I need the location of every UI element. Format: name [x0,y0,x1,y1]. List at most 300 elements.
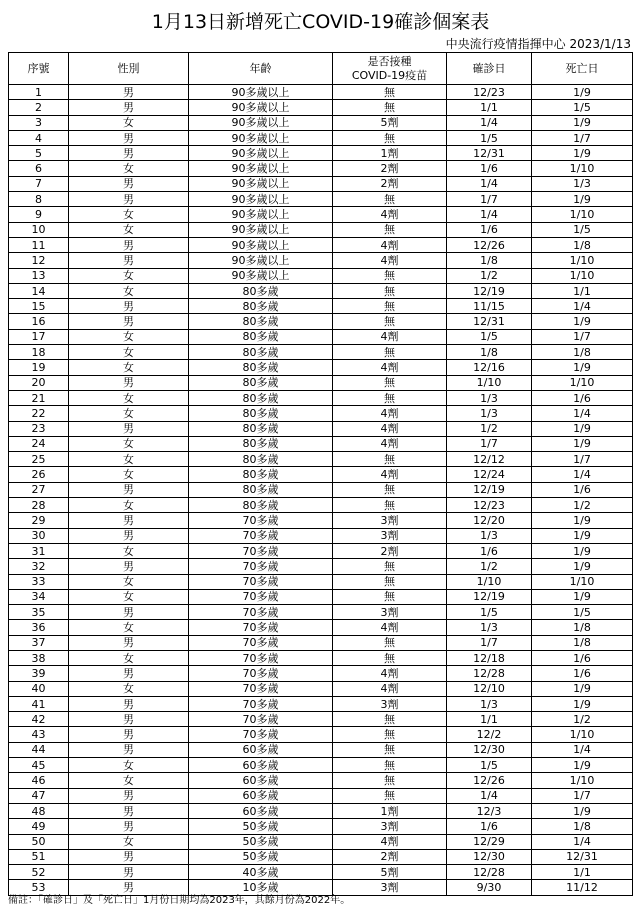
table-row [9,345,633,360]
cell-age: 80多歲 [189,360,333,375]
cell-age: 90多歲以上 [189,161,333,176]
cell-confirmed: 1/5 [447,130,532,145]
cell-sex: 男 [69,712,189,727]
cell-vaccine: 3劑 [333,819,447,834]
cell-death: 1/9 [532,681,633,696]
cell-confirmed: 12/19 [447,283,532,298]
cell-age: 70多歲 [189,727,333,742]
cell-confirmed: 12/12 [447,452,532,467]
source-date: 中央流行疫情指揮中心 2023/1/13 [445,37,631,51]
cell-sex: 男 [69,513,189,528]
cell-id: 12 [9,253,69,268]
cell-confirmed: 12/10 [447,681,532,696]
table-row [9,666,633,681]
cell-vaccine: 4劑 [333,666,447,681]
cell-death: 1/9 [532,360,633,375]
cell-confirmed: 1/2 [447,559,532,574]
cell-sex: 男 [69,880,189,895]
table-row [9,865,633,880]
table-row [9,375,633,390]
cell-sex: 女 [69,207,189,222]
cell-vaccine: 無 [333,222,447,237]
cell-vaccine: 無 [333,314,447,329]
cell-age: 80多歲 [189,390,333,405]
cell-vaccine: 無 [333,559,447,574]
cell-vaccine: 4劑 [333,329,447,344]
cell-death: 1/10 [532,375,633,390]
cell-id: 38 [9,650,69,665]
cell-vaccine: 無 [333,773,447,788]
cell-death: 1/9 [532,559,633,574]
table-row [9,329,633,344]
table-row [9,100,633,115]
cell-sex: 男 [69,100,189,115]
cell-age: 80多歲 [189,467,333,482]
cell-death: 1/4 [532,742,633,757]
cell-sex: 男 [69,421,189,436]
cell-age: 60多歲 [189,788,333,803]
cell-confirmed: 1/4 [447,207,532,222]
col-header-confirmed: 確診日 [447,53,532,85]
cell-vaccine: 2劑 [333,176,447,191]
table-row [9,192,633,207]
cell-sex: 女 [69,467,189,482]
cell-death: 1/10 [532,268,633,283]
col-header-age: 年齡 [189,53,333,85]
cell-death: 1/9 [532,146,633,161]
cell-sex: 女 [69,329,189,344]
cell-death: 1/7 [532,329,633,344]
cell-id: 44 [9,742,69,757]
cell-death: 1/4 [532,299,633,314]
cell-id: 9 [9,207,69,222]
cell-death: 1/6 [532,482,633,497]
cell-vaccine: 3劑 [333,696,447,711]
cell-vaccine: 4劑 [333,681,447,696]
cell-id: 47 [9,788,69,803]
footnote: 備註：「確診日」及「死亡日」1月份日期均為2023年，其餘月份為2022年。 [8,895,351,906]
table-row [9,130,633,145]
cell-age: 90多歲以上 [189,207,333,222]
cell-id: 20 [9,375,69,390]
cell-id: 3 [9,115,69,130]
cell-age: 90多歲以上 [189,115,333,130]
cell-vaccine: 無 [333,390,447,405]
cell-vaccine: 無 [333,130,447,145]
page-title: 1月13日新增死亡COVID-19確診個案表 [151,11,490,33]
cell-death: 1/10 [532,574,633,589]
cell-sex: 男 [69,375,189,390]
col-header-id: 序號 [9,53,69,85]
cell-id: 1 [9,85,69,100]
table-row [9,635,633,650]
cell-confirmed: 12/3 [447,803,532,818]
cell-id: 15 [9,299,69,314]
cell-death: 1/9 [532,758,633,773]
cell-confirmed: 1/7 [447,436,532,451]
cell-sex: 男 [69,788,189,803]
cell-death: 1/10 [532,207,633,222]
cell-death: 1/9 [532,421,633,436]
cell-sex: 男 [69,849,189,864]
cell-sex: 女 [69,452,189,467]
table-row [9,620,633,635]
table-body [9,85,633,896]
cell-id: 26 [9,467,69,482]
cell-age: 80多歲 [189,329,333,344]
cell-death: 1/7 [532,130,633,145]
cell-sex: 女 [69,589,189,604]
cell-sex: 女 [69,222,189,237]
table-row [9,85,633,100]
cell-age: 50多歲 [189,834,333,849]
cell-age: 80多歲 [189,452,333,467]
cell-vaccine: 4劑 [333,620,447,635]
cell-confirmed: 1/3 [447,406,532,421]
cell-id: 18 [9,345,69,360]
cell-vaccine: 2劑 [333,161,447,176]
cell-sex: 男 [69,742,189,757]
cell-confirmed: 12/20 [447,513,532,528]
table-row [9,528,633,543]
table-row [9,788,633,803]
cell-confirmed: 1/3 [447,390,532,405]
cell-death: 1/8 [532,819,633,834]
cell-vaccine: 5劑 [333,865,447,880]
table-row [9,849,633,864]
cell-age: 90多歲以上 [189,176,333,191]
table-row [9,880,633,895]
cell-age: 70多歲 [189,666,333,681]
cell-vaccine: 4劑 [333,834,447,849]
cell-age: 90多歲以上 [189,146,333,161]
cell-id: 11 [9,237,69,252]
cell-sex: 女 [69,543,189,558]
cell-sex: 女 [69,650,189,665]
cell-sex: 男 [69,146,189,161]
cell-id: 21 [9,390,69,405]
cell-confirmed: 1/7 [447,635,532,650]
cell-id: 31 [9,543,69,558]
cell-vaccine: 4劑 [333,436,447,451]
cell-death: 1/9 [532,589,633,604]
cell-vaccine: 4劑 [333,360,447,375]
cell-vaccine: 無 [333,650,447,665]
cell-death: 1/9 [532,314,633,329]
cell-death: 1/9 [532,115,633,130]
table-row [9,605,633,620]
cell-death: 1/5 [532,222,633,237]
cell-age: 70多歲 [189,696,333,711]
cell-id: 46 [9,773,69,788]
cell-id: 5 [9,146,69,161]
cell-sex: 女 [69,498,189,513]
cell-death: 12/31 [532,849,633,864]
cell-death: 1/3 [532,176,633,191]
cell-age: 80多歲 [189,345,333,360]
cell-age: 60多歲 [189,758,333,773]
cell-sex: 男 [69,819,189,834]
cell-age: 80多歲 [189,436,333,451]
cell-confirmed: 12/26 [447,773,532,788]
cell-vaccine: 4劑 [333,207,447,222]
cell-age: 90多歲以上 [189,268,333,283]
cell-confirmed: 12/23 [447,85,532,100]
cell-confirmed: 12/16 [447,360,532,375]
cell-death: 1/2 [532,498,633,513]
cell-vaccine: 3劑 [333,528,447,543]
cell-death: 1/10 [532,161,633,176]
cell-confirmed: 12/23 [447,498,532,513]
cell-death: 1/10 [532,773,633,788]
cell-confirmed: 12/2 [447,727,532,742]
cell-vaccine: 無 [333,375,447,390]
cell-death: 1/10 [532,727,633,742]
cell-id: 10 [9,222,69,237]
table-row [9,436,633,451]
cell-id: 8 [9,192,69,207]
cell-sex: 男 [69,528,189,543]
cell-vaccine: 3劑 [333,513,447,528]
cell-sex: 女 [69,360,189,375]
cell-age: 70多歲 [189,574,333,589]
cell-age: 60多歲 [189,742,333,757]
cell-confirmed: 12/28 [447,865,532,880]
table-row [9,727,633,742]
cell-death: 1/9 [532,85,633,100]
cell-age: 80多歲 [189,314,333,329]
cell-confirmed: 1/6 [447,819,532,834]
cell-death: 1/9 [532,436,633,451]
cell-death: 1/4 [532,834,633,849]
cell-id: 2 [9,100,69,115]
table-row [9,482,633,497]
cell-id: 49 [9,819,69,834]
table-row [9,283,633,298]
cell-death: 1/5 [532,100,633,115]
cell-age: 90多歲以上 [189,130,333,145]
table-row [9,712,633,727]
cell-confirmed: 12/29 [447,834,532,849]
cell-id: 53 [9,880,69,895]
table-row [9,146,633,161]
cell-death: 1/9 [532,696,633,711]
cell-death: 1/1 [532,283,633,298]
cell-vaccine: 4劑 [333,237,447,252]
cell-id: 50 [9,834,69,849]
cell-id: 29 [9,513,69,528]
cell-age: 70多歲 [189,620,333,635]
cell-confirmed: 1/1 [447,712,532,727]
cell-age: 70多歲 [189,589,333,604]
cell-vaccine: 無 [333,635,447,650]
cell-death: 11/12 [532,880,633,895]
cell-confirmed: 1/10 [447,574,532,589]
cell-confirmed: 9/30 [447,880,532,895]
cell-id: 17 [9,329,69,344]
cell-death: 1/8 [532,345,633,360]
cell-age: 70多歲 [189,528,333,543]
table-row [9,742,633,757]
cell-sex: 男 [69,803,189,818]
cell-confirmed: 12/19 [447,482,532,497]
cell-vaccine: 1劑 [333,146,447,161]
table-row [9,176,633,191]
cell-id: 34 [9,589,69,604]
table-row [9,559,633,574]
cell-confirmed: 1/4 [447,176,532,191]
table-row [9,589,633,604]
cell-vaccine: 4劑 [333,406,447,421]
cell-confirmed: 1/6 [447,543,532,558]
cell-vaccine: 4劑 [333,467,447,482]
cell-confirmed: 12/18 [447,650,532,665]
cell-death: 1/6 [532,650,633,665]
cell-death: 1/6 [532,390,633,405]
cell-sex: 男 [69,635,189,650]
table-row [9,253,633,268]
cell-confirmed: 12/19 [447,589,532,604]
table-row [9,543,633,558]
cell-age: 60多歲 [189,803,333,818]
cell-sex: 女 [69,161,189,176]
cell-confirmed: 1/8 [447,345,532,360]
table-row [9,758,633,773]
cell-sex: 女 [69,268,189,283]
cell-vaccine: 1劑 [333,803,447,818]
cell-vaccine: 無 [333,85,447,100]
cell-sex: 男 [69,865,189,880]
table-row [9,574,633,589]
cell-death: 1/8 [532,620,633,635]
cell-confirmed: 12/31 [447,314,532,329]
cell-confirmed: 1/10 [447,375,532,390]
cell-vaccine: 無 [333,100,447,115]
cell-confirmed: 1/3 [447,620,532,635]
cell-confirmed: 12/31 [447,146,532,161]
cell-confirmed: 1/1 [447,100,532,115]
cell-vaccine: 無 [333,452,447,467]
table-row [9,498,633,513]
cell-sex: 女 [69,681,189,696]
cell-vaccine: 無 [333,299,447,314]
cell-death: 1/9 [532,543,633,558]
cell-id: 41 [9,696,69,711]
cell-vaccine: 無 [333,268,447,283]
cell-sex: 男 [69,696,189,711]
cell-age: 70多歲 [189,543,333,558]
cell-vaccine: 無 [333,712,447,727]
cell-confirmed: 12/28 [447,666,532,681]
cell-age: 70多歲 [189,681,333,696]
cell-sex: 女 [69,283,189,298]
cell-sex: 男 [69,176,189,191]
case-table [8,52,633,896]
cell-sex: 男 [69,299,189,314]
cell-sex: 男 [69,253,189,268]
cell-confirmed: 12/30 [447,849,532,864]
cell-vaccine: 2劑 [333,849,447,864]
table-row [9,681,633,696]
cell-sex: 男 [69,192,189,207]
cell-vaccine: 無 [333,589,447,604]
table-row [9,696,633,711]
cell-id: 42 [9,712,69,727]
cell-death: 1/7 [532,452,633,467]
cell-death: 1/9 [532,192,633,207]
cell-id: 43 [9,727,69,742]
table-row [9,773,633,788]
table-row [9,650,633,665]
cell-confirmed: 1/7 [447,192,532,207]
cell-sex: 男 [69,237,189,252]
cell-age: 80多歲 [189,482,333,497]
cell-death: 1/4 [532,467,633,482]
cell-death: 1/8 [532,237,633,252]
cell-vaccine: 無 [333,482,447,497]
cell-sex: 男 [69,666,189,681]
cell-id: 36 [9,620,69,635]
cell-sex: 男 [69,85,189,100]
col-header-death: 死亡日 [532,53,633,85]
table-row [9,207,633,222]
cell-sex: 女 [69,773,189,788]
cell-sex: 男 [69,482,189,497]
table-row [9,222,633,237]
cell-vaccine: 無 [333,345,447,360]
cell-sex: 女 [69,574,189,589]
cell-age: 70多歲 [189,650,333,665]
cell-confirmed: 1/5 [447,758,532,773]
cell-sex: 女 [69,406,189,421]
cell-vaccine: 無 [333,727,447,742]
table-row [9,115,633,130]
col-header-vaccine [333,53,447,85]
cell-age: 70多歲 [189,559,333,574]
cell-sex: 男 [69,605,189,620]
cell-age: 80多歲 [189,406,333,421]
cell-confirmed: 1/2 [447,268,532,283]
cell-age: 90多歲以上 [189,222,333,237]
cell-id: 28 [9,498,69,513]
table-row [9,360,633,375]
cell-id: 25 [9,452,69,467]
cell-vaccine: 2劑 [333,543,447,558]
cell-age: 70多歲 [189,712,333,727]
table-row [9,452,633,467]
cell-vaccine: 無 [333,758,447,773]
cell-vaccine: 無 [333,192,447,207]
cell-vaccine: 無 [333,574,447,589]
cell-id: 13 [9,268,69,283]
cell-confirmed: 1/6 [447,222,532,237]
cell-id: 39 [9,666,69,681]
table-row [9,406,633,421]
table-row [9,390,633,405]
cell-id: 6 [9,161,69,176]
cell-confirmed: 1/4 [447,115,532,130]
cell-id: 4 [9,130,69,145]
table-row [9,237,633,252]
col-header-sex: 性別 [69,53,189,85]
cell-sex: 女 [69,345,189,360]
cell-vaccine: 無 [333,283,447,298]
cell-confirmed: 12/24 [447,467,532,482]
header-row [9,53,633,85]
cell-age: 90多歲以上 [189,85,333,100]
cell-confirmed: 1/5 [447,329,532,344]
cell-id: 14 [9,283,69,298]
